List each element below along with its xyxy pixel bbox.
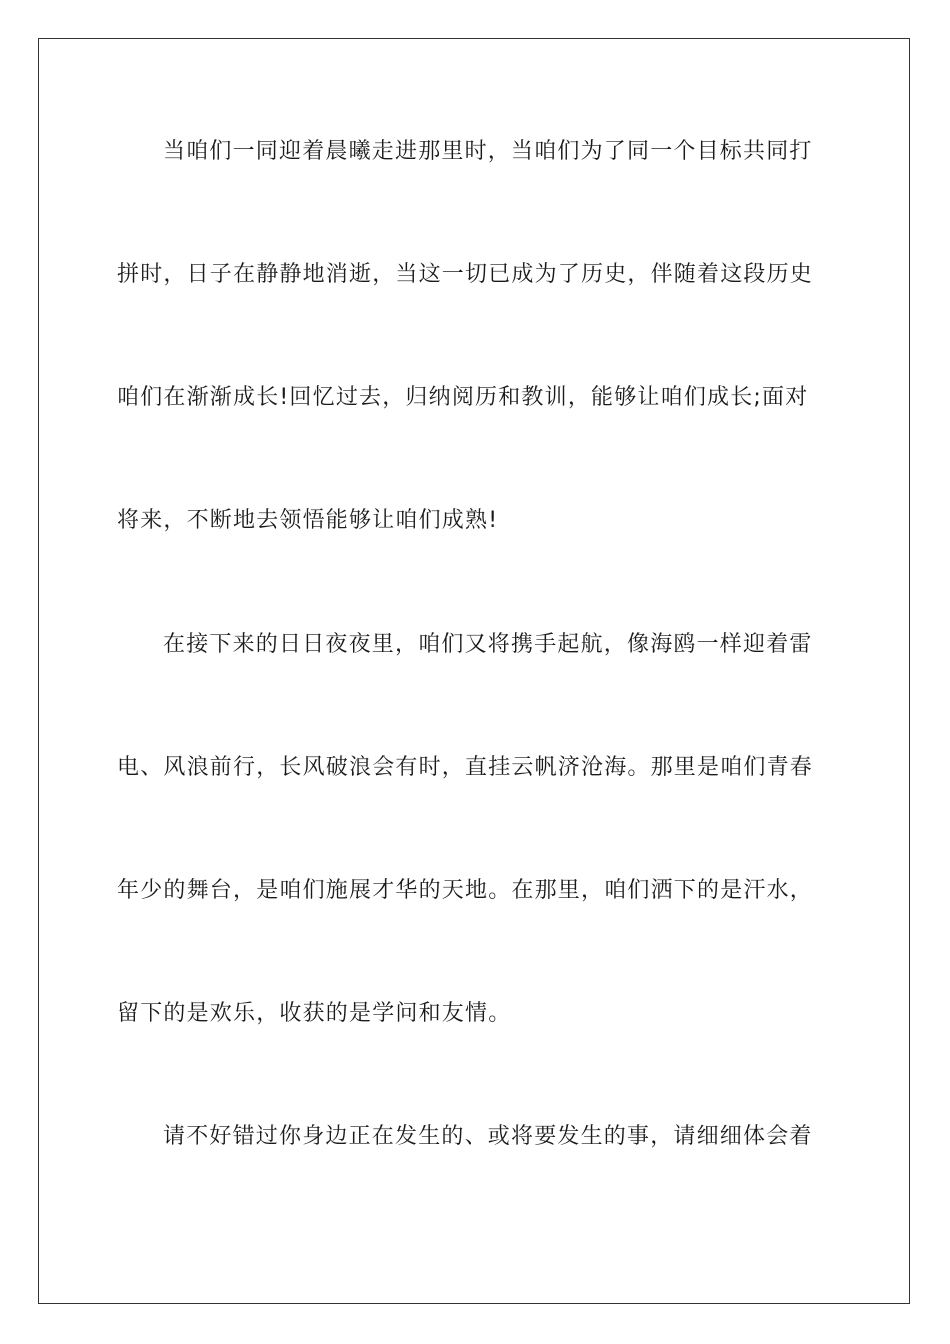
paragraph-1-line-3: 咱们在渐渐成长!回忆过去，归纳阅历和教训，能够让咱们成长;面对 — [117, 385, 809, 410]
paragraph-2-line-4: 留下的是欢乐，收获的是学问和友情。 — [117, 1001, 512, 1026]
paragraph-2-line-3: 年少的舞台，是咱们施展才华的天地。在那里，咱们洒下的是汗水， — [117, 878, 814, 903]
paragraph-1-line-2: 拼时，日子在静静地消逝，当这一切已成为了历史，伴随着这段历史 — [117, 262, 814, 287]
paragraph-1-line-1: 当咱们一同迎着晨曦走进那里时，当咱们为了同一个目标共同打 — [163, 139, 813, 164]
paragraph-2-line-1: 在接下来的日日夜夜里，咱们又将携手起航，像海鸥一样迎着雷 — [163, 632, 813, 657]
paragraph-3-line-1: 请不好错过你身边正在发生的、或将要发生的事，请细细体会着 — [163, 1124, 813, 1149]
page-border — [38, 38, 910, 1304]
paragraph-2-line-2: 电、风浪前行，长风破浪会有时，直挂云帆济沧海。那里是咱们青春 — [117, 755, 814, 780]
paragraph-1-line-4: 将来，不断地去领悟能够让咱们成熟! — [117, 508, 499, 533]
